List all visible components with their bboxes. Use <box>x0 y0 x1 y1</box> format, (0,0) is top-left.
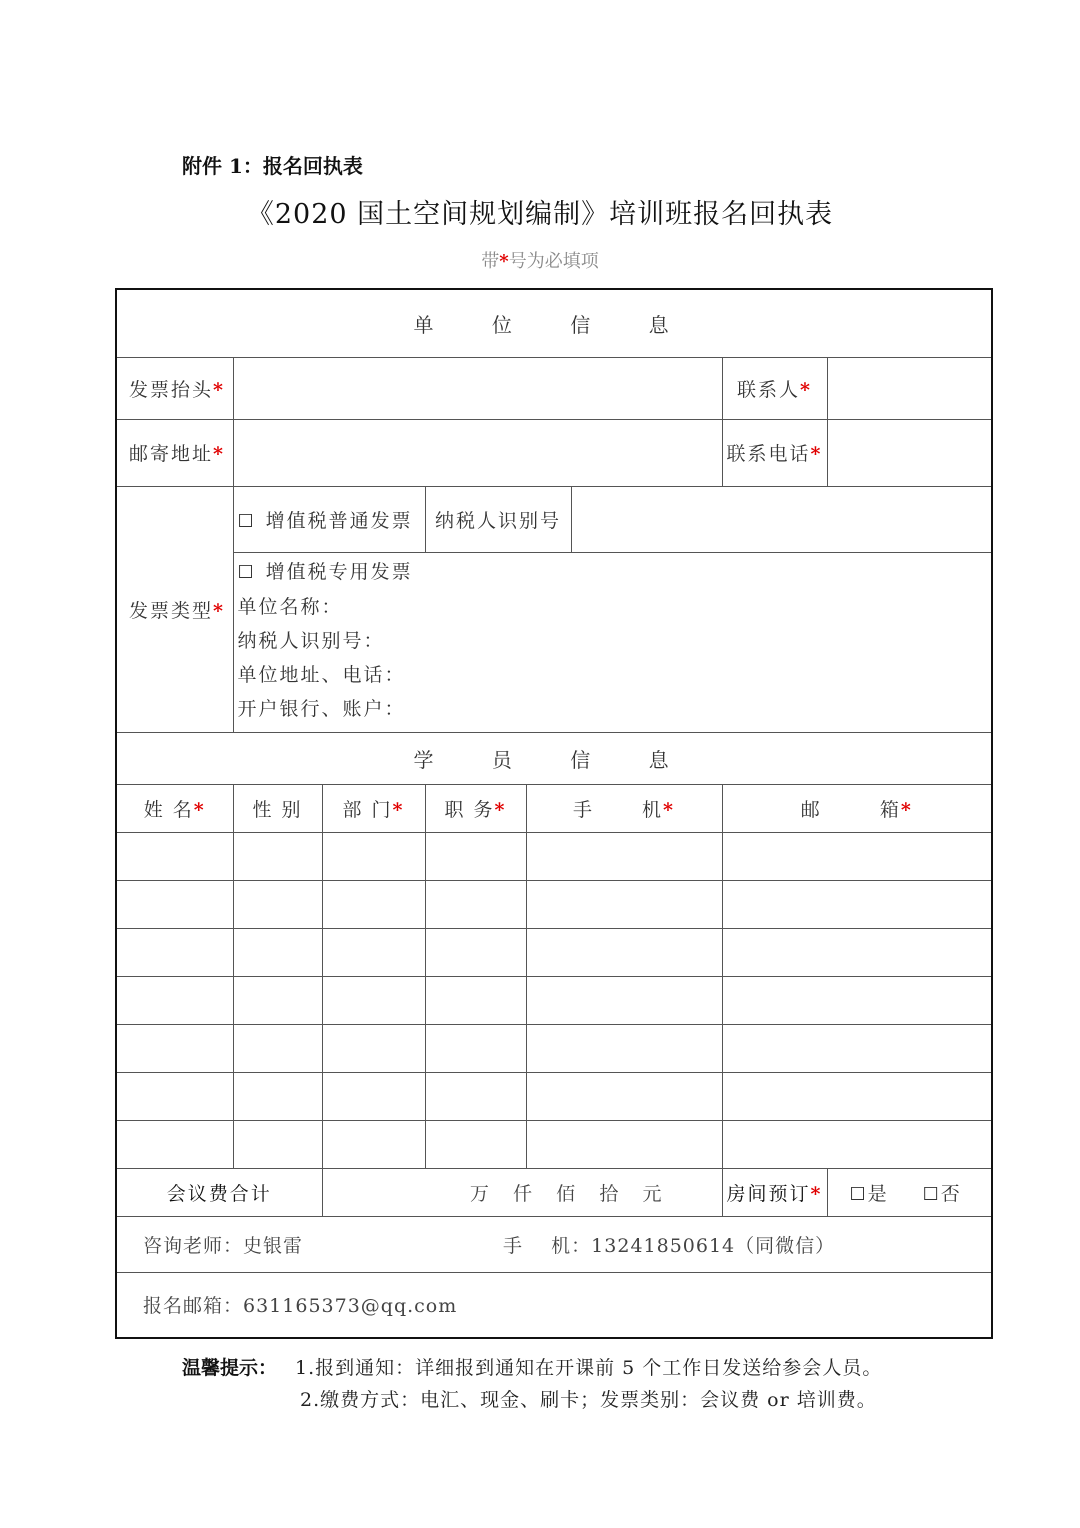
student-cell[interactable] <box>116 1072 233 1120</box>
student-cell[interactable] <box>233 1072 322 1120</box>
vat-normal-option[interactable] <box>233 486 425 552</box>
student-row <box>116 928 992 976</box>
fee-total-label: 会议费合计 <box>116 1168 322 1216</box>
student-cell[interactable] <box>526 880 722 928</box>
student-row <box>116 976 992 1024</box>
student-cell[interactable] <box>722 1024 992 1072</box>
special-field-bank-account: 开户银行、账户： <box>237 697 406 720</box>
required-star: * <box>499 251 509 272</box>
col-email <box>722 784 992 832</box>
student-row <box>116 880 992 928</box>
special-field-taxpayer-id: 纳税人识别号： <box>237 629 385 652</box>
tips-block <box>182 1352 882 1416</box>
invoice-type-text: 发票类型 <box>129 599 214 622</box>
student-cell[interactable] <box>425 832 526 880</box>
required-star: * <box>494 798 507 821</box>
vat-special-text: 增值税专用发票 <box>265 560 413 583</box>
required-note-suffix: 号为必填项 <box>508 251 599 272</box>
contact-person-label <box>722 357 827 419</box>
col-name <box>116 784 233 832</box>
invoice-title-text: 发票抬头 <box>129 378 214 401</box>
student-cell[interactable] <box>322 928 425 976</box>
student-cell[interactable] <box>425 1072 526 1120</box>
taxpayer-id-field[interactable] <box>571 486 992 552</box>
contact-phone-field[interactable] <box>827 419 992 486</box>
col-mobile <box>526 784 722 832</box>
registration-form <box>115 288 993 1339</box>
page-title: 《2020 国土空间规划编制》培训班报名回执表 <box>246 199 834 230</box>
student-cell[interactable] <box>425 976 526 1024</box>
required-star: * <box>392 798 405 821</box>
fee-amount-field[interactable]: 万 仟 佰 拾 元 <box>322 1168 722 1216</box>
taxpayer-id-label: 纳税人识别号 <box>425 486 571 552</box>
required-note-prefix: 带 <box>481 251 500 272</box>
contact-person-field[interactable] <box>827 357 992 419</box>
student-cell[interactable] <box>233 832 322 880</box>
required-star: * <box>900 798 913 821</box>
student-cell[interactable] <box>116 928 233 976</box>
room-yes-text: 是 <box>867 1182 887 1205</box>
student-cell[interactable] <box>233 976 322 1024</box>
checkbox-icon[interactable]: ☐ <box>237 510 256 532</box>
required-star: * <box>810 1182 823 1205</box>
contact-person-text: 联系人 <box>737 378 801 401</box>
required-star: * <box>800 378 812 401</box>
student-header-row <box>116 784 992 832</box>
required-star: * <box>213 599 225 622</box>
room-booking-text: 房间预订 <box>726 1182 811 1205</box>
contact-phone-text: 联系电话 <box>726 443 811 465</box>
student-cell[interactable] <box>116 880 233 928</box>
attachment-label: 附件 1：报名回执表 <box>182 154 363 178</box>
required-star: * <box>810 443 823 465</box>
mail-address-field[interactable] <box>233 419 722 486</box>
student-row <box>116 1024 992 1072</box>
checkbox-icon[interactable]: ☐ <box>922 1183 939 1205</box>
vat-special-block[interactable] <box>233 552 992 732</box>
consult-teacher: 咨询老师：史银雷 <box>143 1234 304 1257</box>
student-cell[interactable] <box>425 1024 526 1072</box>
student-cell[interactable] <box>722 1072 992 1120</box>
room-no-option[interactable] <box>923 1183 960 1205</box>
required-star: * <box>193 798 206 821</box>
mail-address-text: 邮寄地址 <box>129 443 214 465</box>
student-info-heading: 学 员 信 息 <box>116 732 992 784</box>
required-star: * <box>663 798 675 821</box>
contact-phone-label <box>722 419 827 486</box>
checkbox-icon[interactable]: ☐ <box>849 1183 866 1205</box>
student-cell[interactable] <box>526 928 722 976</box>
student-row <box>116 1072 992 1120</box>
col-department <box>322 784 425 832</box>
student-cell[interactable] <box>322 1072 425 1120</box>
student-cell[interactable] <box>722 880 992 928</box>
tip-item-2: 2.缴费方式：电汇、现金、刷卡；发票类别：会议费 or 培训费。 <box>300 1389 877 1411</box>
student-cell[interactable] <box>425 928 526 976</box>
room-booking-label <box>722 1168 827 1216</box>
student-cell[interactable] <box>116 1120 233 1168</box>
col-mobile-text: 手 机 <box>573 798 664 821</box>
consult-row <box>116 1216 992 1272</box>
tip-item-1: 1.报到通知：详细报到通知在开课前 5 个工作日发送给参会人员。 <box>295 1357 883 1379</box>
col-email-text: 邮 箱 <box>800 798 901 821</box>
student-cell[interactable] <box>116 976 233 1024</box>
student-cell[interactable] <box>116 1024 233 1072</box>
required-star: * <box>213 378 225 401</box>
student-cell[interactable] <box>526 976 722 1024</box>
consult-phone: 手 机：13241850614（同微信） <box>503 1234 836 1257</box>
student-cell[interactable] <box>425 1120 526 1168</box>
student-cell[interactable] <box>233 928 322 976</box>
invoice-title-label <box>116 357 233 419</box>
student-cell[interactable] <box>722 1120 992 1168</box>
invoice-title-field[interactable] <box>233 357 722 419</box>
student-cell[interactable] <box>233 1024 322 1072</box>
col-gender: 性 别 <box>233 784 322 832</box>
room-booking-options <box>827 1168 992 1216</box>
col-department-text: 部 门 <box>342 798 393 821</box>
student-cell[interactable] <box>526 832 722 880</box>
checkbox-icon[interactable]: ☐ <box>237 561 256 583</box>
student-cell[interactable] <box>526 1120 722 1168</box>
student-cell[interactable] <box>233 880 322 928</box>
student-cell[interactable] <box>322 832 425 880</box>
vat-special-option[interactable] <box>234 555 992 590</box>
student-row <box>116 1120 992 1168</box>
col-position <box>425 784 526 832</box>
tips-heading: 温馨提示： <box>182 1357 278 1379</box>
special-field-address-phone: 单位地址、电话： <box>237 663 406 686</box>
vat-normal-text: 增值税普通发票 <box>265 509 413 532</box>
student-cell[interactable] <box>722 976 992 1024</box>
special-field-company-name: 单位名称： <box>237 595 343 618</box>
invoice-type-label <box>116 486 233 732</box>
student-cell[interactable] <box>526 1024 722 1072</box>
student-cell[interactable] <box>322 1120 425 1168</box>
student-cell[interactable] <box>425 880 526 928</box>
student-cell[interactable] <box>526 1072 722 1120</box>
student-cell[interactable] <box>322 976 425 1024</box>
col-name-text: 姓 名 <box>143 798 194 821</box>
student-cell[interactable] <box>722 832 992 880</box>
mail-address-label <box>116 419 233 486</box>
col-position-text: 职 务 <box>444 798 495 821</box>
student-cell[interactable] <box>722 928 992 976</box>
required-note <box>0 247 1080 273</box>
student-cell[interactable] <box>116 832 233 880</box>
required-star: * <box>213 443 225 465</box>
room-yes-option[interactable] <box>850 1183 887 1205</box>
student-row <box>116 832 992 880</box>
room-no-text: 否 <box>940 1182 960 1205</box>
student-cell[interactable] <box>233 1120 322 1168</box>
unit-info-heading: 单 位 信 息 <box>116 289 992 357</box>
student-cell[interactable] <box>322 1024 425 1072</box>
signup-email: 报名邮箱：631165373@qq.com <box>116 1272 992 1338</box>
student-cell[interactable] <box>322 880 425 928</box>
